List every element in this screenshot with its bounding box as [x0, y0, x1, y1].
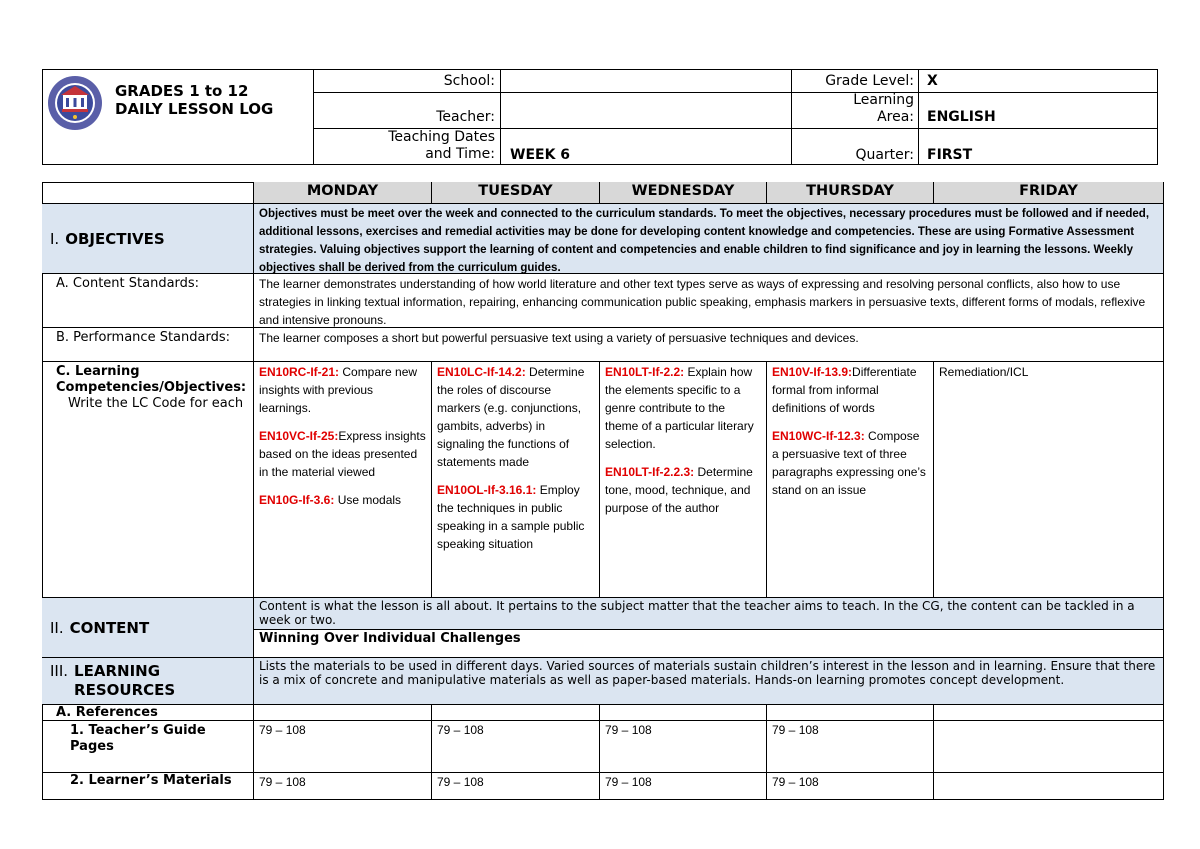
content-topic: Winning Over Individual Challenges	[254, 630, 1164, 658]
lc-code: EN10OL-If-3.16.1:	[437, 483, 537, 497]
lesson-log-header	[42, 69, 1158, 165]
section-number: II.	[50, 618, 64, 637]
competencies-label: C. Learning Competencies/Objectives:	[56, 364, 247, 395]
competencies-wednesday	[600, 362, 767, 598]
lc-text: Explain how the elements specific to a genre contribute to the theme of a particular literary selection.	[605, 365, 754, 451]
grade-level-label: Grade Level:	[825, 73, 914, 89]
school-label: School:	[443, 73, 495, 89]
content-description: Content is what the lesson is all about. It pertains to the subject matter that the teacher aims to teach. In the CG, the content can be tackled in a week or two.	[254, 598, 1164, 630]
teachers-guide-label: 1. Teacher’s Guide Pages	[42, 721, 254, 773]
section-title: CONTENT	[69, 618, 150, 637]
competencies-thursday	[767, 362, 934, 598]
objectives-section-label	[42, 204, 254, 274]
performance-standards-label: B. Performance Standards:	[42, 328, 254, 362]
learners-materials-friday	[934, 773, 1164, 800]
learning-area-value[interactable]: ENGLISH	[927, 109, 996, 125]
teachers-guide-tuesday: 79 – 108	[432, 721, 600, 773]
lc-code: EN10WC-If-12.3:	[772, 429, 865, 443]
learning-resources-section-label	[42, 658, 254, 705]
competencies-note: Write the LC Code for each	[68, 396, 244, 411]
day-header-tuesday: TUESDAY	[432, 182, 600, 204]
deped-seal-icon	[47, 75, 103, 131]
lesson-log-table	[42, 182, 1164, 800]
quarter-label: Quarter:	[855, 147, 914, 163]
teachers-guide-friday	[934, 721, 1164, 773]
day-header-friday: FRIDAY	[934, 182, 1164, 204]
content-standards-label: A. Content Standards:	[42, 274, 254, 328]
teaching-dates-label: Teaching Dates and Time:	[388, 129, 495, 162]
learners-materials-thursday: 79 – 108	[767, 773, 934, 800]
lc-text: Use modals	[334, 493, 402, 507]
lc-code: EN10LC-If-14.2:	[437, 365, 526, 379]
teachers-guide-thursday: 79 – 108	[767, 721, 934, 773]
content-standards-text: The learner demonstrates understanding of how world literature and other text types serve as ways of expressing and resolving personal conflicts, also how to use strategies in linking textual information, repairing, enhancing communication public speaking, emphasis markers in persuasive texts, different forms of modals, reflexive and intensive pronouns.	[254, 274, 1164, 328]
lc-code: EN10LT-If-2.2.3:	[605, 465, 695, 479]
document-title: GRADES 1 to 12 DAILY LESSON LOG	[115, 82, 274, 118]
learners-materials-label: 2. Learner’s Materials	[42, 773, 254, 800]
lc-code: EN10G-If-3.6:	[259, 493, 335, 507]
teacher-label: Teacher:	[436, 109, 495, 125]
lc-code: EN10VC-If-25:	[259, 429, 339, 443]
quarter-value[interactable]: FIRST	[927, 147, 973, 163]
lc-text: Determine the roles of discourse markers (e.g. conjunctions, gambits, adverbs) in signaling the functions of statements made	[437, 365, 585, 469]
section-number: III.	[50, 662, 69, 680]
section-title: OBJECTIVES	[65, 229, 165, 248]
references-label: A. References	[42, 705, 254, 721]
competencies-tuesday	[432, 362, 600, 598]
grade-level-value[interactable]: X	[927, 73, 938, 89]
lc-code: EN10RC-If-21:	[259, 365, 340, 379]
lc-text: Express insights based on the ideas presented in the material viewed	[259, 429, 426, 479]
learners-materials-monday: 79 – 108	[254, 773, 432, 800]
lc-code: EN10LT-If-2.2:	[605, 365, 685, 379]
lc-text: Compose a persuasive text of three paragraphs expressing one’s stand on an issue	[772, 429, 926, 497]
section-number: I.	[50, 229, 60, 248]
lc-code: EN10V-If-13.9:	[772, 365, 853, 379]
lc-text: Employ the techniques in public speaking in a sample public speaking situation	[437, 483, 585, 551]
teachers-guide-monday: 79 – 108	[254, 721, 432, 773]
lc-text: Differentiate formal from informal definitions of words	[772, 365, 917, 415]
objectives-description: Objectives must be meet over the week and connected to the curriculum standards. To meet the objectives, necessary procedures must be followed and if needed, additional lessons, exercises and remedial activities may be done for developing content knowledge and competencies. These are using Formative Assessment strategies. Valuing objectives support the learning of content and competencies and enable children to find significance and joy in learning the lessons. Weekly objectives shall be derived from the curriculum guides.	[254, 204, 1164, 274]
learning-area-label: Learning Area:	[853, 92, 914, 125]
lc-text: Determine tone, mood, technique, and purpose of the author	[605, 465, 753, 515]
day-header-wednesday: WEDNESDAY	[600, 182, 767, 204]
performance-standards-text: The learner composes a short but powerful persuasive text using a variety of persuasive techniques and devices.	[254, 328, 1164, 362]
day-header-thursday: THURSDAY	[767, 182, 934, 204]
competencies-monday	[254, 362, 432, 598]
learning-competencies-label	[42, 362, 254, 598]
content-section-label	[42, 598, 254, 658]
lc-text: Compare new insights with previous learnings.	[259, 365, 418, 415]
day-header-monday: MONDAY	[254, 182, 432, 204]
learners-materials-tuesday: 79 – 108	[432, 773, 600, 800]
competencies-friday: Remediation/ICL	[934, 362, 1164, 598]
teaching-dates-value[interactable]: WEEK 6	[510, 147, 571, 163]
teachers-guide-wednesday: 79 – 108	[600, 721, 767, 773]
learning-resources-description: Lists the materials to be used in different days. Varied sources of materials sustain children’s interest in the lesson and in learning. Ensure that there is a mix of concrete and manipulative materials as well as paper-based materials. Hands-on learning promotes concept development.	[254, 658, 1164, 705]
section-title: LEARNING RESOURCES	[74, 662, 176, 699]
learners-materials-wednesday: 79 – 108	[600, 773, 767, 800]
